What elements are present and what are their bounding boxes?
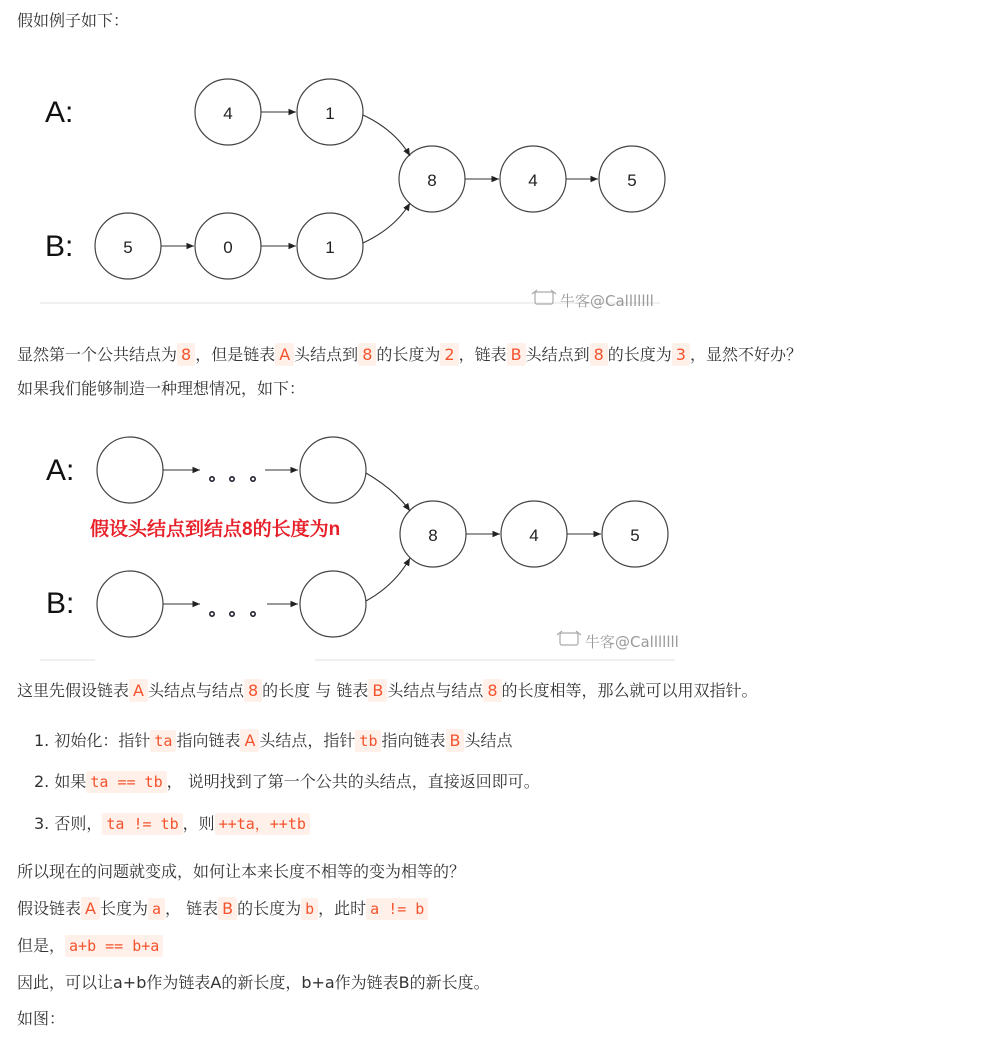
svg-text:5: 5 xyxy=(123,238,133,257)
node-b-tail xyxy=(300,571,366,637)
list-item-step-1: 1. 初始化：指针 ta 指向链表 A 头结点，指针 tb 指向链表 B 头结点 xyxy=(34,731,513,750)
node-a1 xyxy=(195,79,261,145)
node-b1 xyxy=(95,213,161,279)
node-shared-5 xyxy=(599,146,665,212)
svg-text:1: 1 xyxy=(325,104,335,123)
paragraph-assume-equal: 这里先假设链表 A 头结点与结点 8 的长度 与 链表 B 头结点与结点 8 的长度相等，那么就可以用双指针。 xyxy=(17,681,758,700)
paragraph-sum-equal: 但是， a+b == b+a xyxy=(17,933,163,959)
list-a-label: A: xyxy=(45,96,74,129)
linked-list-diagram-1 xyxy=(20,60,700,320)
node-a-head xyxy=(97,437,163,503)
watermark-icon xyxy=(557,631,581,645)
paragraph-ideal-case: 如果我们能够制造一种理想情况，如下： xyxy=(17,379,306,398)
paragraph-see-figure: 如图： xyxy=(17,1009,66,1028)
svg-text:4: 4 xyxy=(528,171,538,190)
node-b3 xyxy=(297,213,363,279)
svg-text:1: 1 xyxy=(325,238,335,257)
node-a-tail xyxy=(300,437,366,503)
intro-text: 假如例子如下： xyxy=(17,11,130,30)
svg-text:4: 4 xyxy=(223,104,233,123)
svg-text:8: 8 xyxy=(428,526,438,545)
ellipsis-b-icon xyxy=(210,612,255,616)
node-b2 xyxy=(195,213,261,279)
paragraph-common-node: 显然第一个公共结点为 8 ，但是链表 A 头结点到 8 的长度为 2 ，链表 B 头结点到 8 的长度为 3 ，显然不好办？ xyxy=(17,345,802,364)
paragraph-problem: 所以现在的问题就变成，如何让本来长度不相等的变为相等的？ xyxy=(17,862,466,881)
list-b-label: B: xyxy=(45,230,74,263)
node-shared-4 xyxy=(501,501,567,567)
linked-list-diagram-2 xyxy=(20,410,720,670)
paragraph-new-length: 因此，可以让a+b作为链表A的新长度，b+a作为链表B的新长度。 xyxy=(17,973,490,992)
list-a-label: A: xyxy=(46,454,75,487)
svg-text:5: 5 xyxy=(627,171,637,190)
svg-text:8: 8 xyxy=(427,171,437,190)
svg-text:5: 5 xyxy=(630,526,640,545)
node-b-head xyxy=(97,571,163,637)
node-shared-8 xyxy=(399,146,465,212)
paragraph-lengths: 假设链表 A 长度为 a ， 链表 B 的长度为 b ，此时 a != b xyxy=(17,896,428,922)
length-annotation: 假设头结点到结点8的长度为n xyxy=(90,519,341,540)
svg-text:4: 4 xyxy=(529,526,539,545)
node-shared-5 xyxy=(602,501,668,567)
list-item-step-2: 2. 如果 ta == tb ， 说明找到了第一个公共的头结点，直接返回即可。 xyxy=(34,772,540,791)
ellipsis-a-icon xyxy=(210,477,255,481)
svg-text:0: 0 xyxy=(223,238,233,257)
node-a2 xyxy=(297,79,363,145)
watermark-text: 牛客@Calllllll xyxy=(585,633,679,651)
watermark-text: 牛客@Calllllll xyxy=(560,292,654,310)
node-shared-4 xyxy=(500,146,566,212)
watermark-icon xyxy=(532,290,556,304)
list-b-label: B: xyxy=(46,587,75,620)
list-item-step-3: 3. 否则， ta != tb ，则 ++ta，++tb xyxy=(34,811,310,837)
